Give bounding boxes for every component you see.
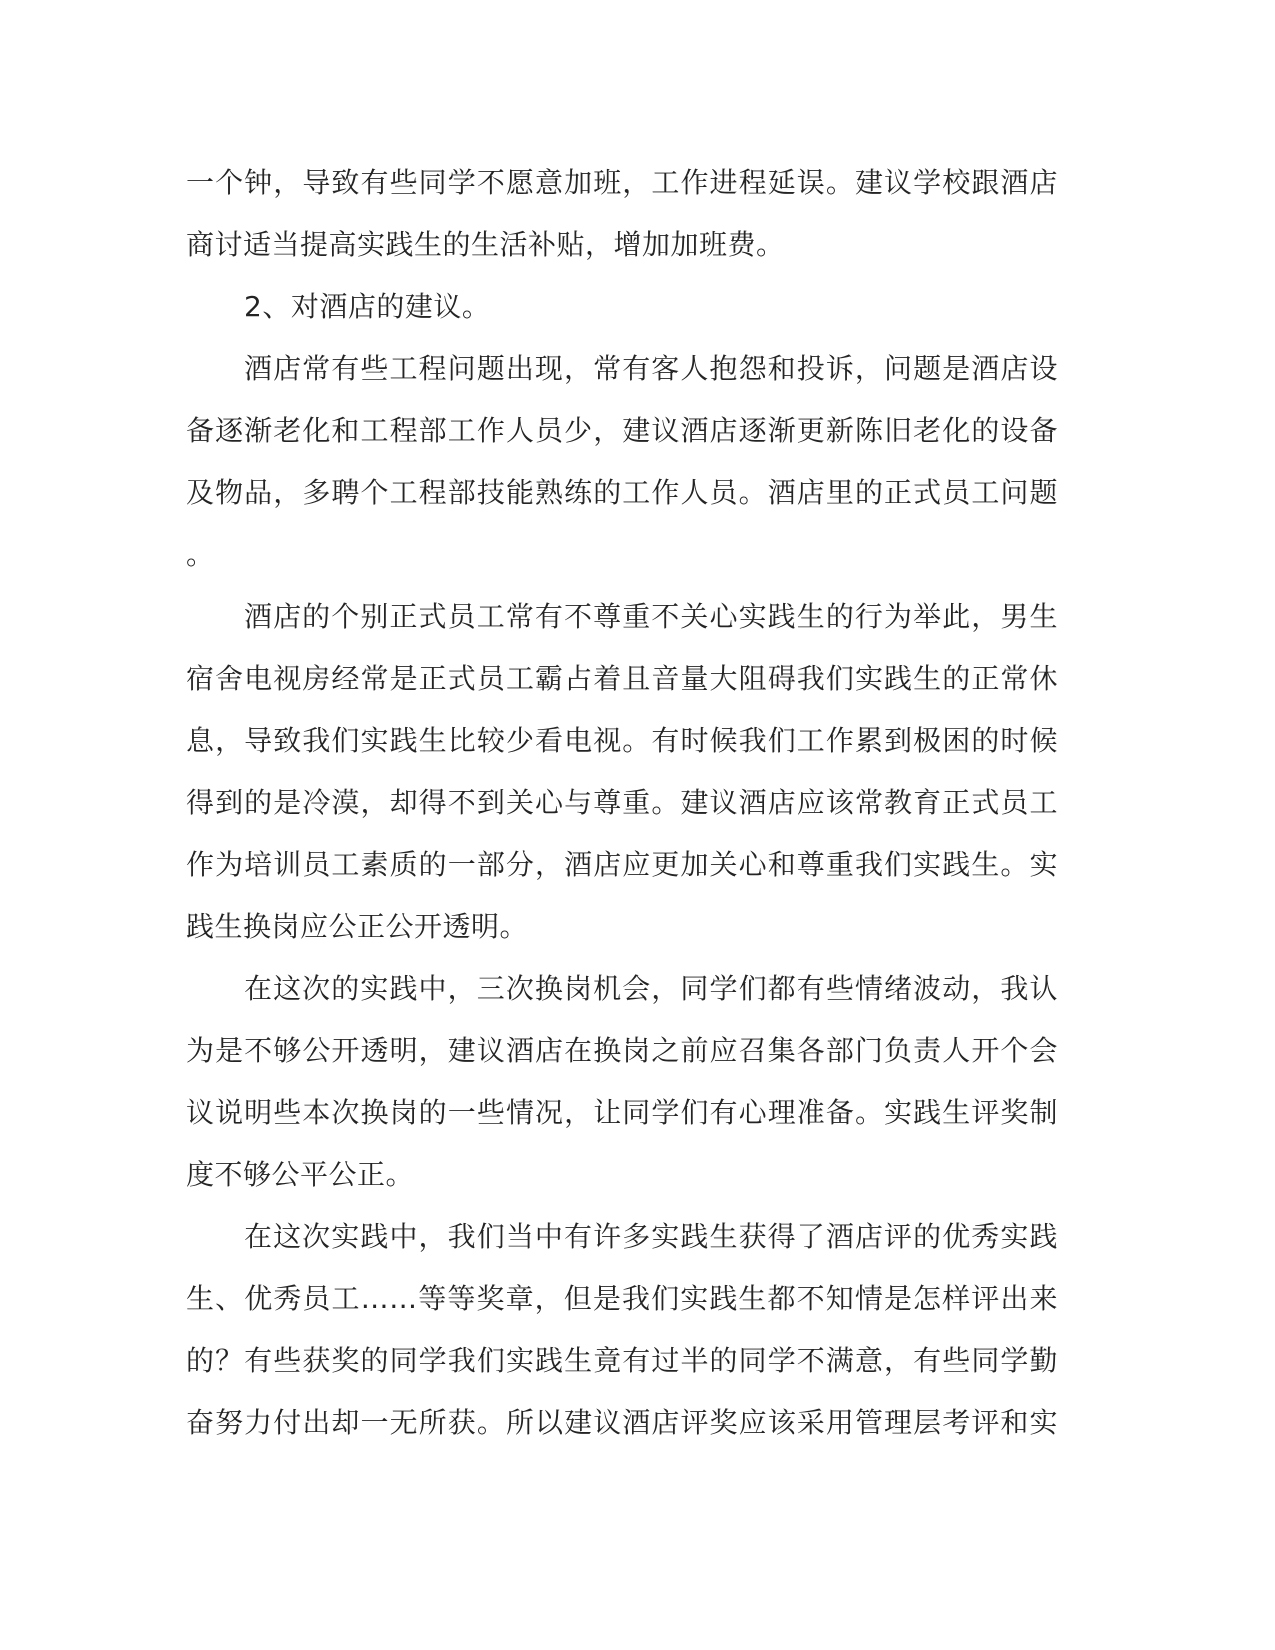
text-line: 作为培训员工素质的一部分，酒店应更加关心和尊重我们实践生。实 — [186, 848, 1058, 881]
text-line: 践生换岗应公正公开透明。 — [186, 910, 529, 943]
text-line: 得到的是冷漠，却得不到关心与尊重。建议酒店应该常教育正式员工 — [186, 786, 1058, 819]
text-line: 度不够公平公正。 — [186, 1158, 415, 1191]
text-line: 一个钟，导致有些同学不愿意加班，工作进程延误。建议学校跟酒店 — [186, 166, 1058, 199]
text-line: 息，导致我们实践生比较少看电视。有时候我们工作累到极困的时候 — [186, 724, 1058, 757]
text-line: 生、优秀员工……等等奖章，但是我们实践生都不知情是怎样评出来 — [186, 1282, 1058, 1315]
text-line: 。 — [186, 538, 215, 571]
text-line: 在这次的实践中，三次换岗机会，同学们都有些情绪波动，我认 — [244, 972, 1058, 1005]
text-line: 酒店的个别正式员工常有不尊重不关心实践生的行为举此，男生 — [244, 600, 1058, 633]
text-line: 2、对酒店的建议。 — [244, 290, 491, 323]
text-line: 的？有些获奖的同学我们实践生竟有过半的同学不满意，有些同学勤 — [186, 1344, 1058, 1377]
text-line: 酒店常有些工程问题出现，常有客人抱怨和投诉，问题是酒店设 — [244, 352, 1058, 385]
text-line: 宿舍电视房经常是正式员工霸占着且音量大阻碍我们实践生的正常休 — [186, 662, 1058, 695]
text-line: 及物品，多聘个工程部技能熟练的工作人员。酒店里的正式员工问题 — [186, 476, 1058, 509]
text-line: 备逐渐老化和工程部工作人员少，建议酒店逐渐更新陈旧老化的设备 — [186, 414, 1058, 447]
text-line: 议说明些本次换岗的一些情况，让同学们有心理准备。实践生评奖制 — [186, 1096, 1058, 1129]
text-line: 在这次实践中，我们当中有许多实践生获得了酒店评的优秀实践 — [244, 1220, 1058, 1253]
text-line: 商讨适当提高实践生的生活补贴，增加加班费。 — [186, 228, 785, 261]
text-line: 为是不够公开透明，建议酒店在换岗之前应召集各部门负责人开个会 — [186, 1034, 1058, 1067]
text-line: 奋努力付出却一无所获。所以建议酒店评奖应该采用管理层考评和实 — [186, 1406, 1058, 1439]
document-text-block — [186, 152, 1058, 1454]
